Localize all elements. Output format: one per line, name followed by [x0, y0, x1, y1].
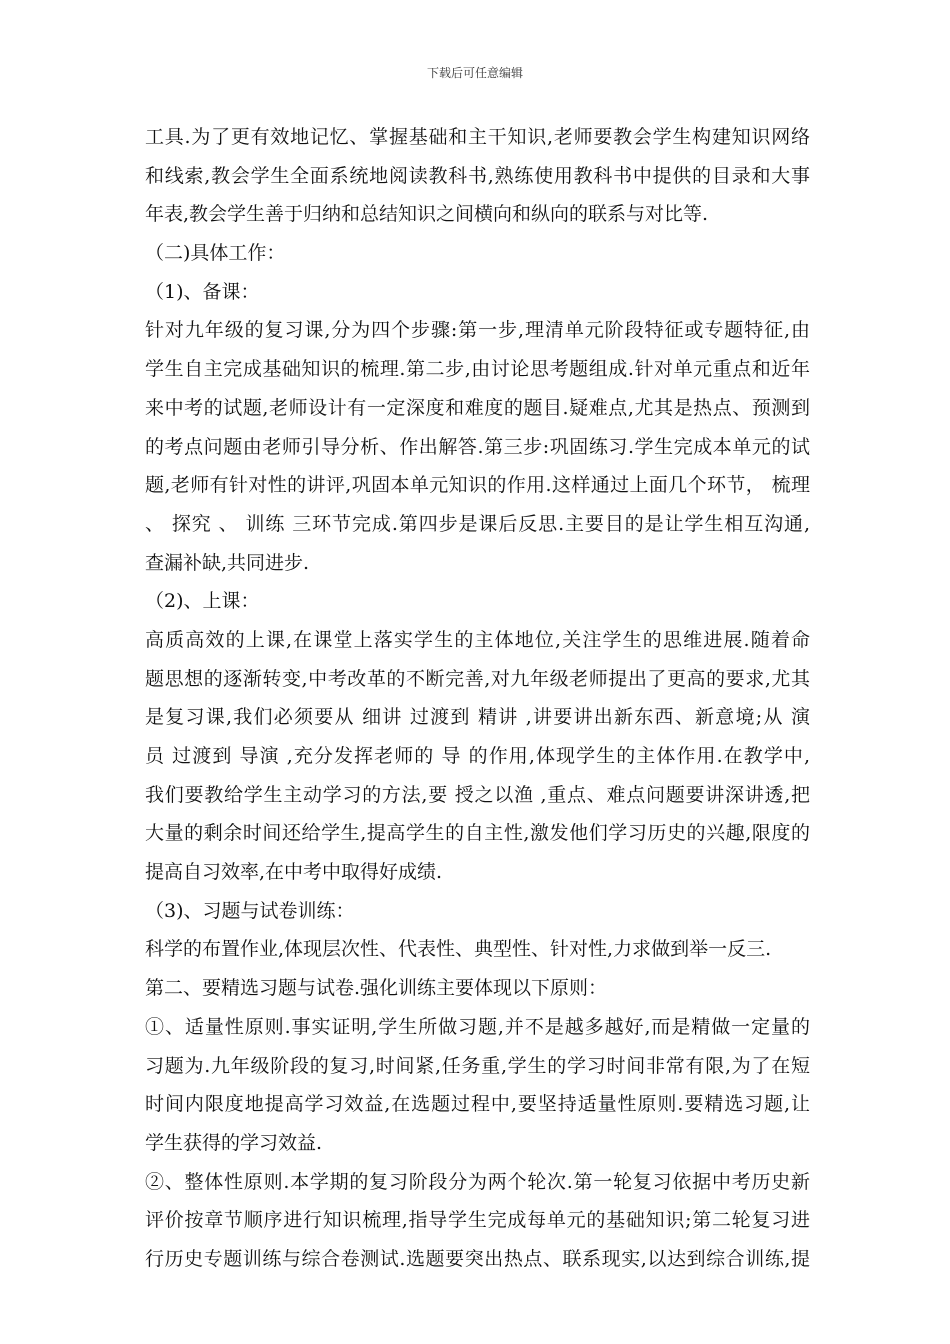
text-line: （二)具体工作： — [145, 242, 286, 265]
text-line: 我们要教给学生主动学习的方法,要 授之以渔 ,重点、难点问题要讲深讲透,把 — [145, 783, 810, 806]
text-line: 查漏补缺,共同进步. — [145, 551, 310, 574]
text-line: 针对九年级的复习课,分为四个步骤:第一步,理清单元阶段特征或专题特征,由 — [145, 319, 810, 342]
text-line: 员 过渡到 导演 ,充分发挥老师的 导 的作用,体现学生的主体作用.在教学中, — [145, 745, 810, 767]
text-line: 工具.为了更有效地记忆、掌握基础和主干知识,老师要教会学生构建知识网络 — [145, 126, 810, 148]
text-line: 题,老师有针对性的讲评,巩固本单元知识的作用.这样通过上面几个环节， 梳理 — [145, 474, 810, 497]
text-line: 题思想的逐渐转变,中考改革的不断完善,对九年级老师提出了更高的要求,尤其 — [145, 667, 810, 690]
text-line: （2)、上课： — [145, 590, 260, 613]
text-line: 科学的布置作业,体现层次性、代表性、典型性、针对性,力求做到举一反三. — [145, 938, 772, 961]
text-line: 学生获得的学习效益. — [145, 1131, 323, 1154]
text-line: 习题为.九年级阶段的复习,时间紧,任务重,学生的学习时间非常有限,为了在短 — [145, 1054, 810, 1077]
body-text — [145, 118, 810, 1279]
text-line: 是复习课,我们必须要从 细讲 过渡到 精讲 ,讲要讲出新东西、新意境;从 演 — [145, 706, 810, 729]
text-line: 的考点问题由老师引导分析、作出解答.第三步:巩固练习.学生完成本单元的试 — [145, 435, 810, 458]
text-line: ②、整体性原则.本学期的复习阶段分为两个轮次.第一轮复习依据中考历史新 — [145, 1170, 810, 1193]
text-line: 高质高效的上课,在课堂上落实学生的主体地位,关注学生的思维进展.随着命 — [145, 628, 810, 651]
text-line: 学生自主完成基础知识的梳理.第二步,由讨论思考题组成.针对单元重点和近年 — [145, 358, 810, 381]
text-line: 、 探究 、 训练 三环节完成.第四步是课后反思.主要目的是让学生相互沟通, — [145, 512, 810, 535]
text-line: ①、适量性原则.事实证明,学生所做习题,并不是越多越好,而是精做一定量的 — [145, 1015, 810, 1038]
text-line: 和线索,教会学生全面系统地阅读教科书,熟练使用教科书中提供的目录和大事 — [145, 164, 810, 187]
text-line: 年表,教会学生善于归纳和总结知识之间横向和纵向的联系与对比等. — [145, 203, 709, 226]
text-line: 来中考的试题,老师设计有一定深度和难度的题目.疑难点,尤其是热点、预测到 — [145, 396, 810, 419]
text-line: 提高自习效率,在中考中取得好成绩. — [145, 861, 443, 884]
text-line: （1)、备课： — [145, 280, 260, 303]
text-line: 评价按章节顺序进行知识梳理,指导学生完成每单元的基础知识;第二轮复习进 — [145, 1209, 810, 1232]
page-header: 下载后可任意编辑 — [426, 66, 523, 80]
text-line: 第二、要精选习题与试卷.强化训练主要体现以下原则： — [145, 977, 608, 1000]
text-line: 时间内限度地提高学习效益,在选题过程中,要坚持适量性原则.要精选习题,让 — [145, 1093, 810, 1116]
text-line: （3)、习题与试卷训练： — [145, 899, 355, 922]
text-line: 行历史专题训练与综合卷测试.选题要突出热点、联系现实,以达到综合训练,提 — [145, 1247, 810, 1270]
text-line: 大量的剩余时间还给学生,提高学生的自主性,激发他们学习历史的兴趣,限度的 — [145, 822, 810, 845]
